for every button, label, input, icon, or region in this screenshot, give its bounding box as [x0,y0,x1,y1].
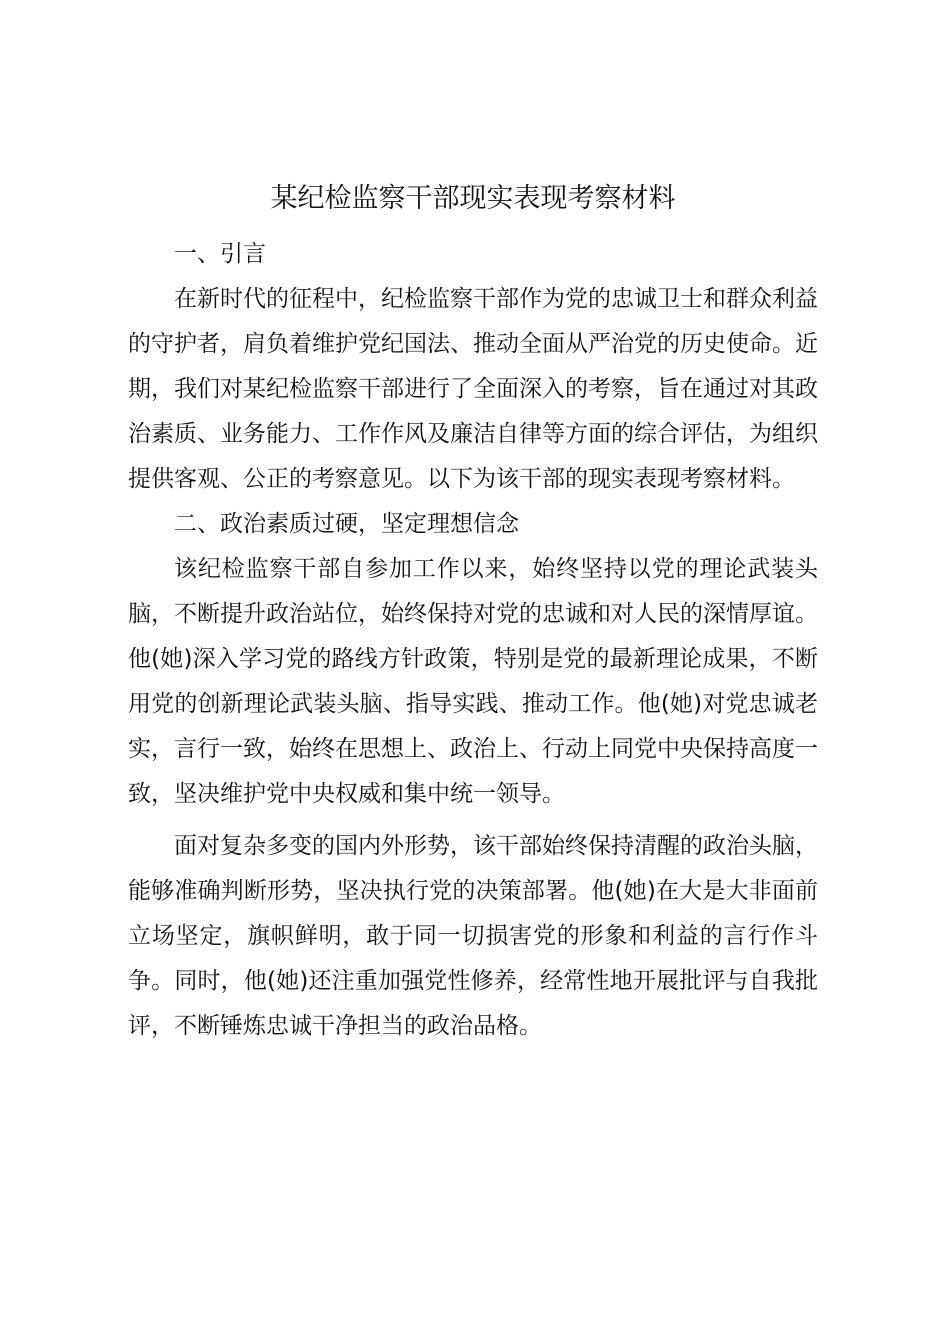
political-quality-paragraph-2: 面对复杂多变的国内外形势，该干部始终保持清醒的政治头脑，能够准确判断形势，坚决执行党的决策部署。他(她)在大是大非面前立场坚定，旗帜鲜明，敢于同一切损害党的形象和利益的言行作斗争。同时，他(她)还注重加强党性修养，经常性地开展批评与自我批评，不断锤炼忠诚干净担当的政治品格。 [128,833,818,1039]
political-quality-paragraph-1: 该纪检监察干部自参加工作以来，始终坚持以党的理论武装头脑，不断提升政治站位，始终保持对党的忠诚和对人民的深情厚谊。他(她)深入学习党的路线方针政策，特别是党的最新理论成果，不断用党的创新理论武装头脑、指导实践、推动工作。他(她)对党忠诚老实，言行一致，始终在思想上、政治上、行动上同党中央保持高度一致，坚决维护党中央权威和集中统一领导。 [128,556,818,807]
section-heading-political-quality: 二、政治素质过硬，坚定理想信念 [174,511,519,537]
section-heading-introduction: 一、引言 [174,241,266,267]
introduction-paragraph: 在新时代的征程中，纪检监察干部作为党的忠诚卫士和群众利益的守护者，肩负着维护党纪国法、推动全面从严治党的历史使命。近期，我们对某纪检监察干部进行了全面深入的考察，旨在通过对其政治素质、业务能力、工作作风及廉洁自律等方面的综合评估，为组织提供客观、公正的考察意见。以下为该干部的现实表现考察材料。 [128,286,818,492]
document-title: 某纪检监察干部现实表现考察材料 [270,183,676,214]
document-body [128,178,818,1049]
